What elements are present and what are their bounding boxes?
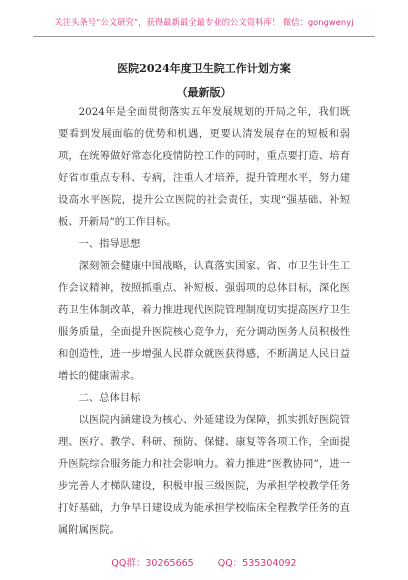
promo-banner: 关注头条号“公文研究”，获得最新最全最专业的公文资料库！ 微信：gongwenyj [54, 17, 354, 27]
header-divider [33, 36, 375, 37]
section-heading-guiding-ideology: 一、指导思想 [78, 238, 141, 250]
section-heading-overall-goals: 二、总体目标 [78, 392, 141, 404]
intro-paragraph: 2024年是全面贯彻落实五年发展规划的开局之年，我们既要看到发展面临的优势和机遇，更要认清发展存在的短板和弱项，在统筹做好常态化疫情防控工作的同时，重点要打造、培育好省市重点专科、专病，注重人才培养，提升管理水平，努力建设高水平医院，提升公立医院的社会责任，实现“强基础、补短板、开新局”的工作目标。 [58, 106, 350, 228]
overall-goals-paragraph: 以医院内涵建设为核心、外延建设为保障，抓实抓好医院管理、医疗、教学、科研、预防、保健、康复等各项工作，全面提升医院综合服务能力和社会影响力。着力推进“医教协同”，进一步完善人才梯队建设，积极申报三级医院，为承担学校教学任务打好基础，力争早日建设成为能承担学校临床全程教学任务的直属附属医院。 [58, 414, 350, 536]
guiding-ideology-paragraph: 深刻领会健康中国战略，认真落实国家、省、市卫生计生工作会议精神，按照抓重点、补短板、强弱项的总体目标，深化医药卫生体制改革，着力推进现代医院管理制度切实提高医疗卫生服务质量，全面提升医院核心竞争力，充分调动医务人员积极性和创造性，进一步增强人民群众就医获得感，不断满足人民日益增长的健康需求。 [58, 260, 350, 382]
qq-group-number: QQ群：30265665 [111, 558, 194, 569]
qq-number: QQ：535304092 [217, 558, 297, 569]
contact-footer [0, 555, 408, 569]
document-title: 医院2024年度卫生院工作计划方案 [117, 62, 291, 75]
document-body [58, 101, 350, 541]
document-subtitle: （最新版） [176, 86, 232, 99]
